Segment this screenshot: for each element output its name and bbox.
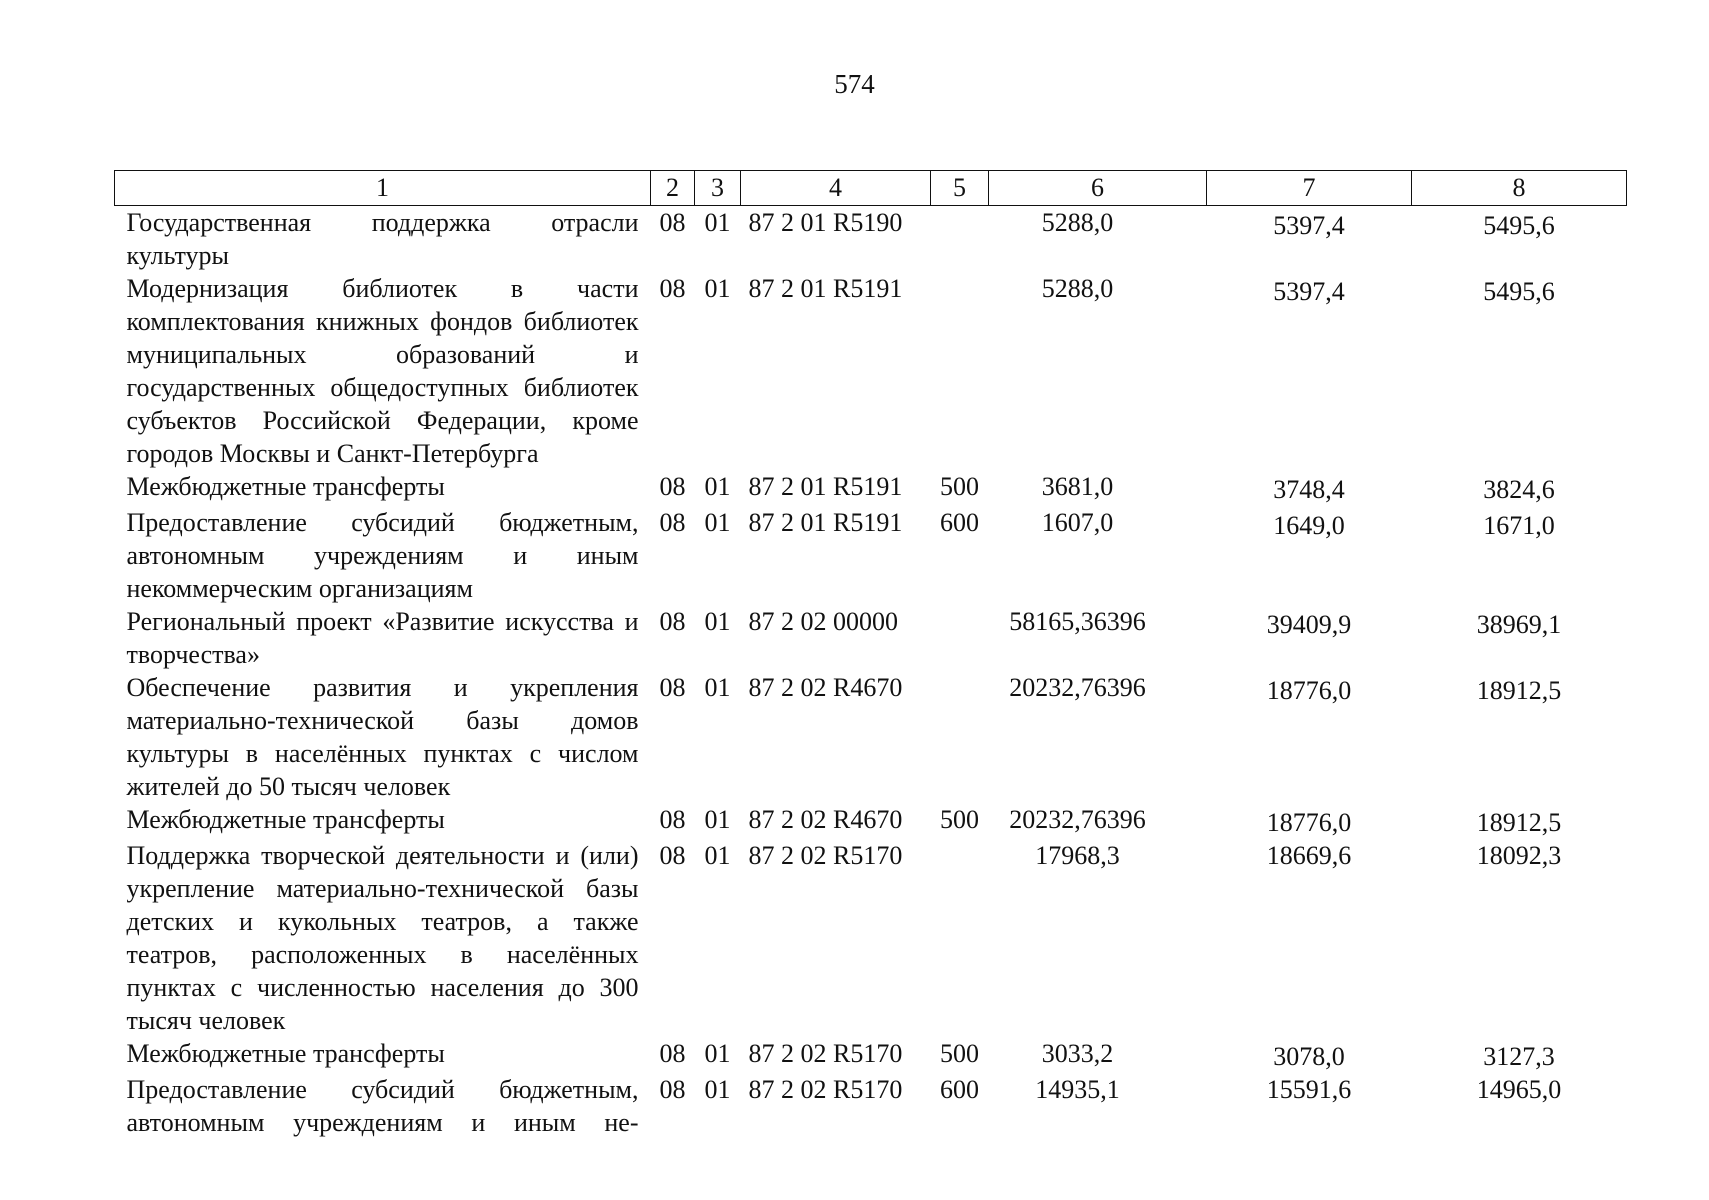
table-row <box>115 839 1627 1037</box>
header-col-2: 2 <box>651 171 695 206</box>
row-value-col6: 20232,76396 <box>1009 805 1146 834</box>
row-description: Государственная поддержка отрасли культуры <box>126 208 639 270</box>
row-value-col6: 3033,2 <box>1041 1039 1114 1068</box>
row-description: Поддержка творческой деятельности и (или) укрепление материально-технической базы детских и кукольных театров, а также театров, расположенных в населённых пунктах с численностью населения до 300 тысяч человек <box>126 841 639 1035</box>
row-section-code: 08 <box>659 673 686 702</box>
row-description: Межбюджетные трансферты <box>126 1039 445 1068</box>
row-section-code: 08 <box>659 508 686 537</box>
row-value-col7: 3748,4 <box>1273 475 1345 504</box>
row-section-code: 08 <box>659 208 686 237</box>
header-col-5: 5 <box>931 171 989 206</box>
row-section-code: 08 <box>659 607 686 636</box>
row-target-article: 87 2 02 R4670 <box>748 673 903 702</box>
table-row <box>115 671 1627 803</box>
header-col-1: 1 <box>115 171 651 206</box>
table-row <box>115 470 1627 506</box>
row-value-col7: 18776,0 <box>1266 676 1352 705</box>
table-header <box>115 171 1627 206</box>
row-target-article: 87 2 02 R4670 <box>748 805 903 834</box>
row-value-col7: 15591,6 <box>1266 1075 1352 1104</box>
row-description: Предоставление субсидий бюджетным, автономным учреждениям и иным некоммерческим организациям <box>126 508 639 603</box>
row-value-col7: 5397,4 <box>1273 211 1345 240</box>
row-target-article: 87 2 01 R5190 <box>748 208 903 237</box>
table-row <box>115 506 1627 605</box>
row-subsection-code: 01 <box>704 1039 731 1068</box>
table-row <box>115 1073 1627 1139</box>
header-col-3: 3 <box>695 171 741 206</box>
row-subsection-code: 01 <box>704 805 731 834</box>
budget-table <box>114 170 1627 1139</box>
row-subsection-code: 01 <box>704 841 731 870</box>
row-section-code: 08 <box>659 805 686 834</box>
row-value-col8: 18912,5 <box>1476 676 1562 705</box>
row-value-col7: 18776,0 <box>1266 808 1352 837</box>
row-expense-type <box>931 671 989 803</box>
row-description: Региональный проект «Развитие искусства и творчества» <box>126 607 639 669</box>
row-section-code: 08 <box>659 1039 686 1068</box>
row-description: Межбюджетные трансферты <box>126 472 445 501</box>
row-target-article: 87 2 01 R5191 <box>748 472 903 501</box>
row-value-col8: 3127,3 <box>1483 1042 1555 1071</box>
table-row <box>115 1037 1627 1073</box>
row-value-col8: 18912,5 <box>1476 808 1562 837</box>
header-col-4: 4 <box>741 171 931 206</box>
row-description: Модернизация библиотек в части комплектования книжных фондов библиотек муниципальных образований и государственных общедоступных библиотек субъектов Российской Федерации, кроме городов Москвы и Санкт-Петербурга <box>126 274 639 468</box>
row-value-col7: 39409,9 <box>1266 610 1352 639</box>
row-value-col6: 17968,3 <box>1035 841 1120 870</box>
row-value-col6: 1607,0 <box>1041 508 1114 537</box>
row-subsection-code: 01 <box>704 472 731 501</box>
row-value-col8: 38969,1 <box>1476 610 1562 639</box>
row-value-col7: 5397,4 <box>1273 277 1345 306</box>
row-subsection-code: 01 <box>704 673 731 702</box>
row-section-code: 08 <box>659 274 686 303</box>
header-row <box>115 171 1627 206</box>
row-value-col7: 18669,6 <box>1266 841 1352 870</box>
row-target-article: 87 2 01 R5191 <box>748 274 903 303</box>
row-value-col6: 20232,76396 <box>1009 673 1146 702</box>
page-number: 574 <box>834 69 875 99</box>
header-col-6: 6 <box>989 171 1207 206</box>
row-value-col8: 1671,0 <box>1483 511 1555 540</box>
row-value-col7: 1649,0 <box>1273 511 1345 540</box>
row-target-article: 87 2 02 R5170 <box>748 841 903 870</box>
row-expense-type: 500 <box>940 472 979 501</box>
row-value-col6: 5288,0 <box>1041 274 1114 303</box>
row-subsection-code: 01 <box>704 1075 731 1104</box>
row-value-col8: 3824,6 <box>1483 475 1555 504</box>
table-body <box>115 206 1627 1140</box>
header-col-7: 7 <box>1207 171 1412 206</box>
row-value-col6: 5288,0 <box>1041 208 1114 237</box>
table-row <box>115 803 1627 839</box>
row-value-col8: 14965,0 <box>1476 1075 1562 1104</box>
row-subsection-code: 01 <box>704 274 731 303</box>
row-value-col6: 3681,0 <box>1041 472 1114 501</box>
row-section-code: 08 <box>659 841 686 870</box>
row-target-article: 87 2 02 00000 <box>748 607 898 636</box>
header-col-8: 8 <box>1412 171 1627 206</box>
row-subsection-code: 01 <box>704 208 731 237</box>
row-expense-type <box>931 605 989 671</box>
row-target-article: 87 2 01 R5191 <box>748 508 903 537</box>
row-section-code: 08 <box>659 1075 686 1104</box>
row-section-code: 08 <box>659 472 686 501</box>
row-value-col8: 5495,6 <box>1483 277 1555 306</box>
row-expense-type: 500 <box>940 805 979 834</box>
row-expense-type: 600 <box>940 1075 979 1104</box>
row-expense-type: 600 <box>940 508 979 537</box>
row-description: Предоставление субсидий бюджетным, автономным учреждениям и иным не- <box>126 1075 639 1137</box>
table-row <box>115 206 1627 273</box>
row-subsection-code: 01 <box>704 508 731 537</box>
table-row <box>115 272 1627 470</box>
row-description: Обеспечение развития и укрепления материально-технической базы домов культуры в населённых пунктах с числом жителей до 50 тысяч человек <box>126 673 639 801</box>
table-row <box>115 605 1627 671</box>
row-value-col8: 5495,6 <box>1483 211 1555 240</box>
row-description: Межбюджетные трансферты <box>126 805 445 834</box>
row-expense-type <box>931 839 989 1037</box>
row-value-col7: 3078,0 <box>1273 1042 1345 1071</box>
row-value-col6: 58165,36396 <box>1009 607 1146 636</box>
row-target-article: 87 2 02 R5170 <box>748 1039 903 1068</box>
row-expense-type: 500 <box>940 1039 979 1068</box>
row-subsection-code: 01 <box>704 607 731 636</box>
row-expense-type <box>931 272 989 470</box>
row-value-col6: 14935,1 <box>1035 1075 1120 1104</box>
row-expense-type <box>931 206 989 273</box>
row-target-article: 87 2 02 R5170 <box>748 1075 903 1104</box>
row-value-col8: 18092,3 <box>1476 841 1562 870</box>
